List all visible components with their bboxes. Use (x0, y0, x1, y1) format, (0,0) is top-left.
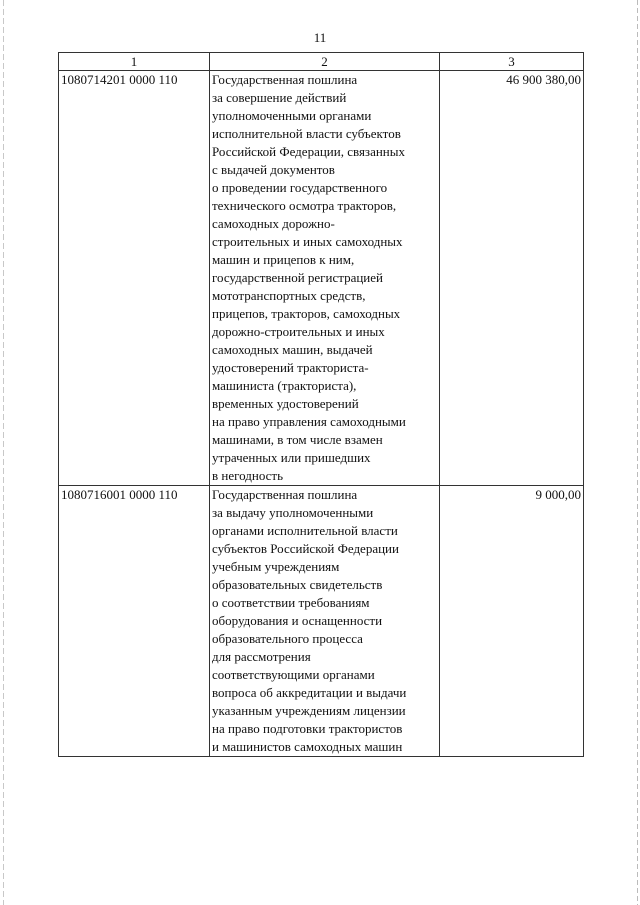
description-line: дорожно-строительных и иных (212, 324, 385, 339)
description-line: субъектов Российской Федерации (212, 541, 399, 556)
description-line: Российской Федерации, связанных (212, 144, 405, 159)
scan-edge-left (3, 0, 4, 905)
budget-code: 1080716001 0000 110 (59, 486, 210, 757)
description-line: за совершение действий (212, 90, 347, 105)
description-line: указанным учреждениям лицензии (212, 703, 406, 718)
description-line: за выдачу уполномоченными (212, 505, 374, 520)
description-line: государственной регистрацией (212, 270, 383, 285)
description-line: самоходных машин, выдачей (212, 342, 373, 357)
page-number: 11 (313, 30, 327, 45)
description-line: в негодность (212, 468, 284, 483)
description-line: для рассмотрения (212, 649, 311, 664)
description-line: самоходных дорожно- (212, 216, 335, 231)
column-header-1: 1 (59, 53, 210, 71)
column-header-3: 3 (440, 53, 584, 71)
description-line: учебным учреждениям (212, 559, 340, 574)
description-line: на право управления самоходными (212, 414, 406, 429)
description-line: образовательного процесса (212, 631, 363, 646)
column-header-2: 2 (210, 53, 440, 71)
description-line: уполномоченными органами (212, 108, 372, 123)
description (210, 71, 440, 486)
description-line: строительных и иных самоходных (212, 234, 403, 249)
table-row (59, 486, 584, 757)
description-line: о соответствии требованиям (212, 595, 370, 610)
description-line: на право подготовки трактористов (212, 721, 403, 736)
description-line: технического осмотра тракторов, (212, 198, 397, 213)
table-row (59, 71, 584, 486)
description (210, 486, 440, 757)
description-line: удостоверений тракториста- (212, 360, 369, 375)
description-line: мототранспортных средств, (212, 288, 366, 303)
description-line: исполнительной власти субъектов (212, 126, 401, 141)
description-line: Государственная пошлина (212, 72, 358, 87)
description-line: оборудования и оснащенности (212, 613, 383, 628)
description-line: машинами, в том числе взамен (212, 432, 383, 447)
scan-edge-right (637, 0, 638, 905)
description-line: вопроса об аккредитации и выдачи (212, 685, 407, 700)
description-line: образовательных свидетельств (212, 577, 383, 592)
description-line: о проведении государственного (212, 180, 388, 195)
description-line: прицепов, тракторов, самоходных (212, 306, 401, 321)
description-line: утраченных или пришедших (212, 450, 371, 465)
description-line: соответствующими органами (212, 667, 375, 682)
description-line: Государственная пошлина (212, 487, 358, 502)
header-row (59, 53, 584, 71)
description-line: машиниста (тракториста), (212, 378, 357, 393)
description-line: органами исполнительной власти (212, 523, 398, 538)
amount: 46 900 380,00 (440, 71, 584, 486)
budget-code: 1080714201 0000 110 (59, 71, 210, 486)
budget-table (58, 52, 584, 757)
description-line: и машинистов самоходных машин (212, 739, 403, 754)
description-line: машин и прицепов к ним, (212, 252, 355, 267)
description-line: временных удостоверений (212, 396, 359, 411)
amount: 9 000,00 (440, 486, 584, 757)
description-line: с выдачей документов (212, 162, 335, 177)
